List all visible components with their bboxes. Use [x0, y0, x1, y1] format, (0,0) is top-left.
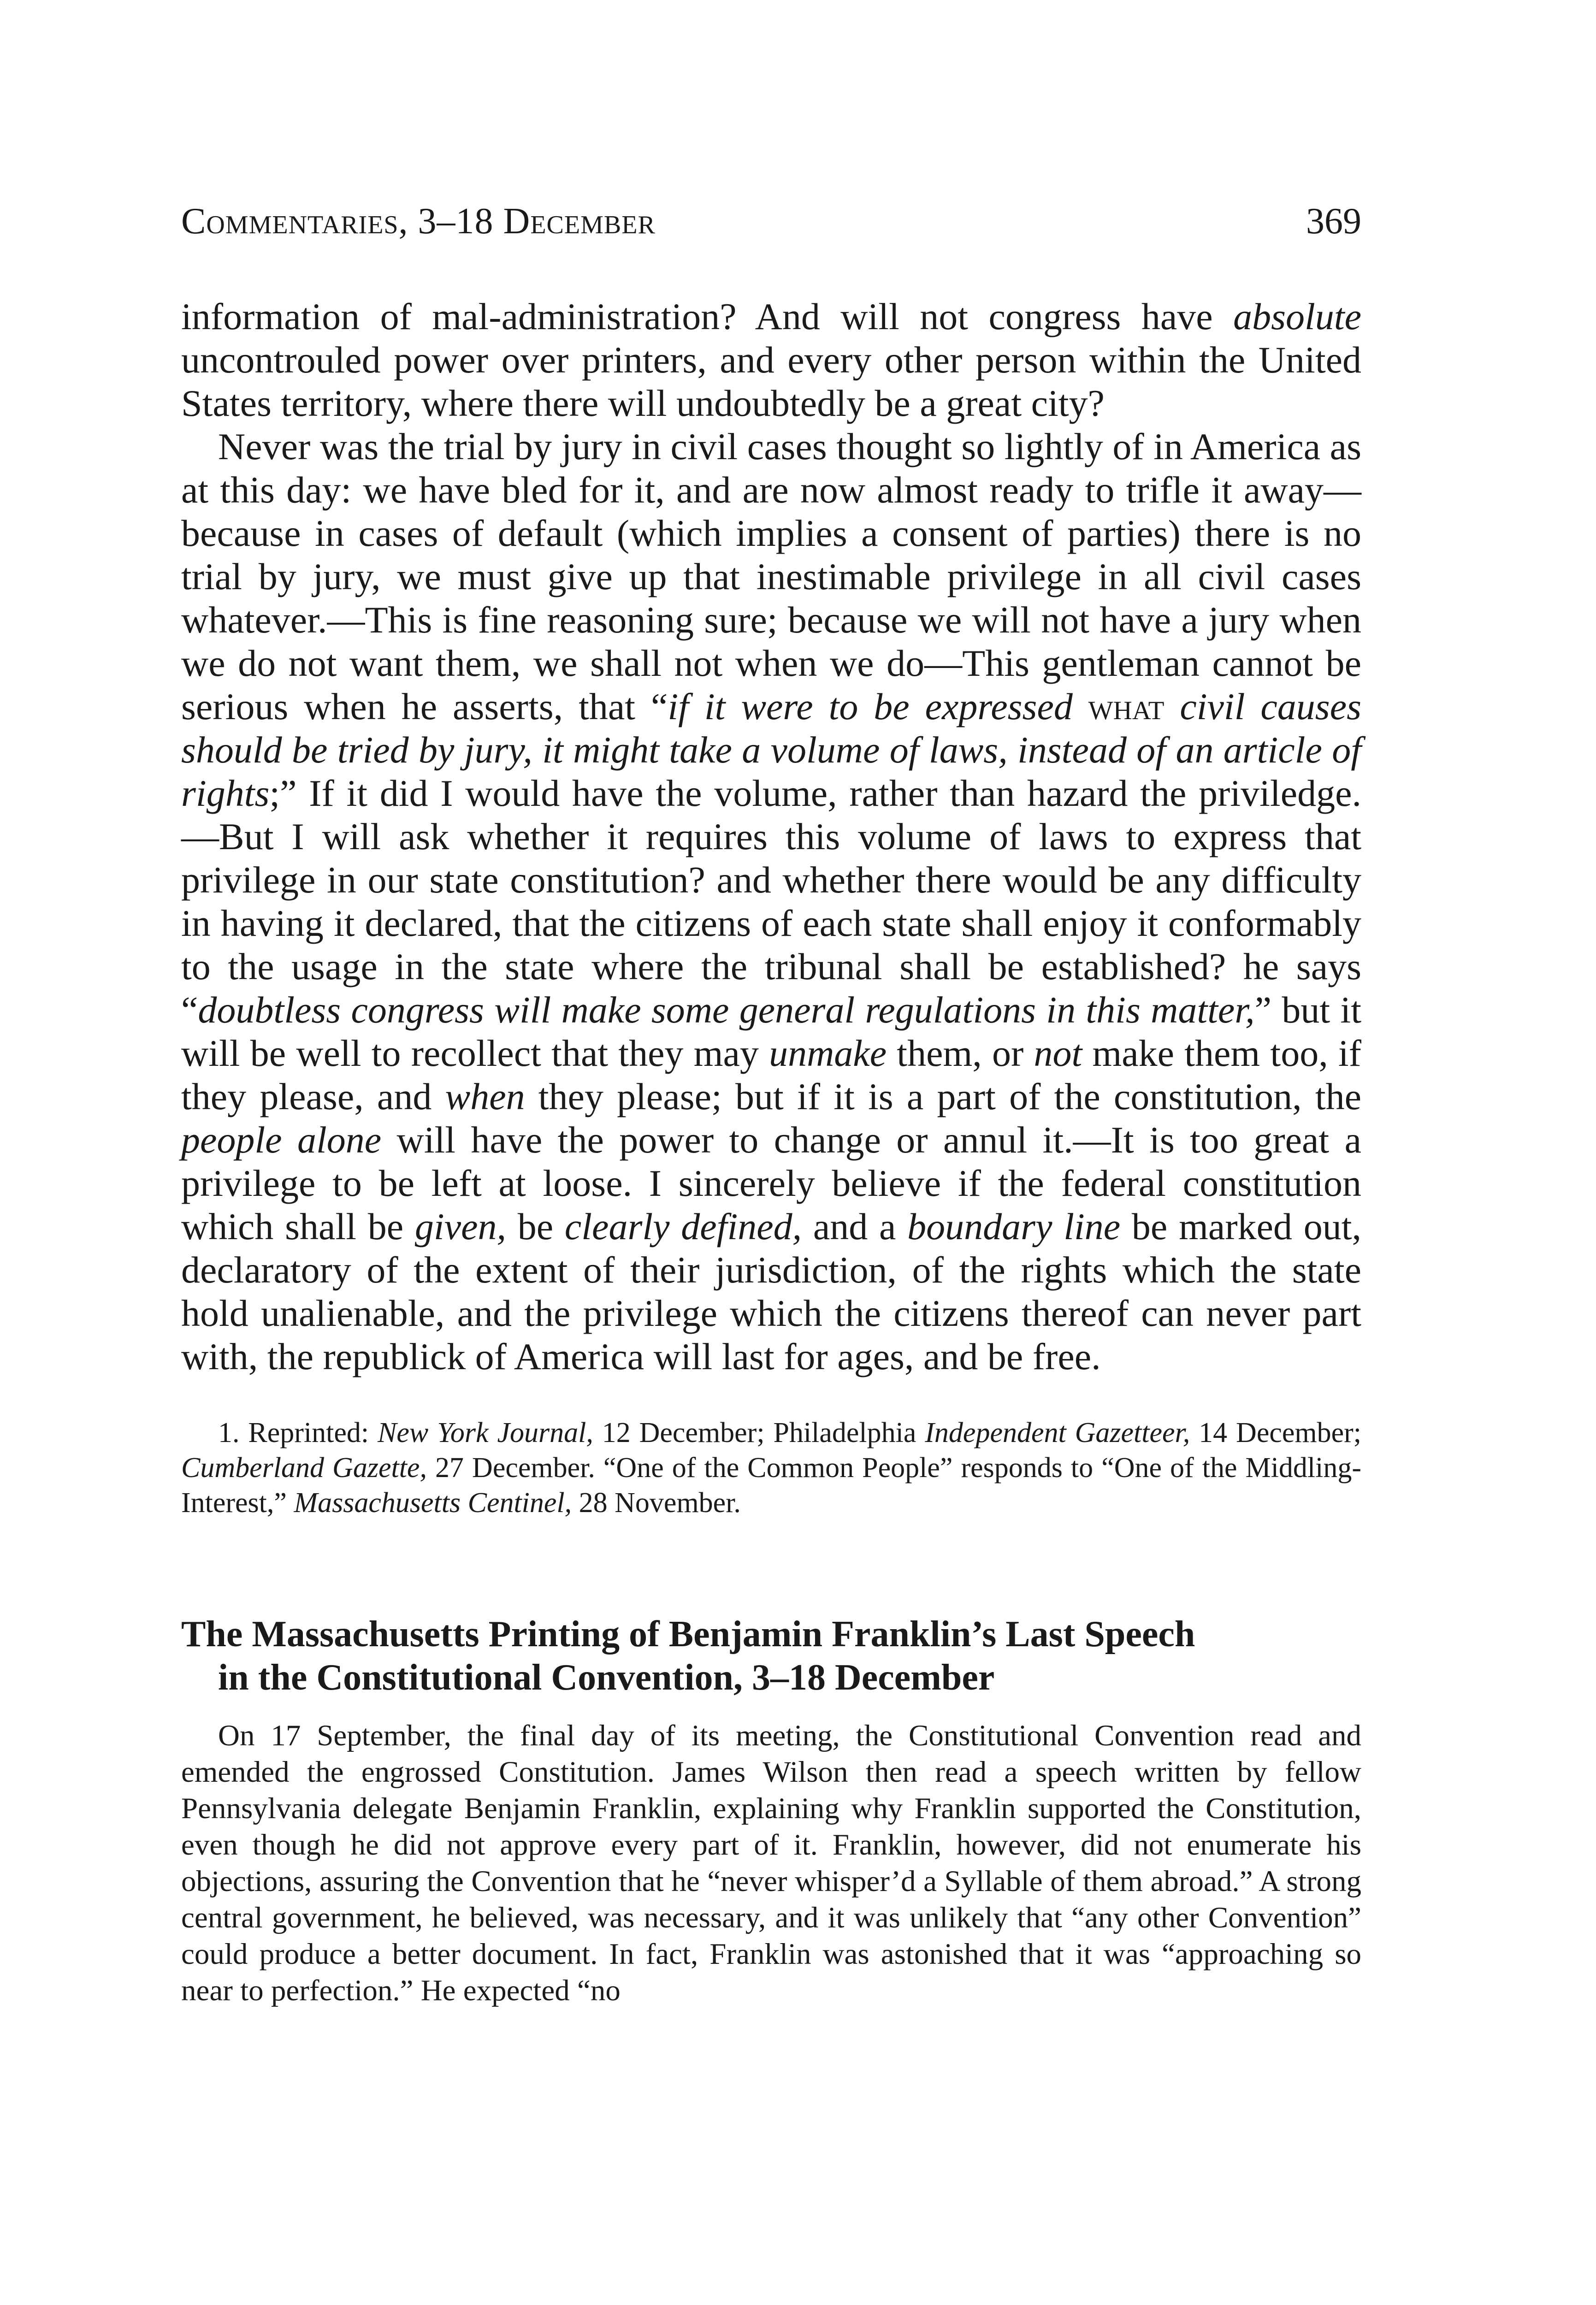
text-run: 1. Reprinted: — [218, 1417, 378, 1448]
text-run: ” but it will be well to recollect that they may — [181, 989, 1361, 1074]
text-run-italic: not — [1034, 1032, 1082, 1074]
text-run-italic: people alone — [181, 1119, 382, 1161]
section-heading — [181, 1613, 1361, 1699]
text-run: them, or — [887, 1032, 1034, 1074]
text-run-italic: given, — [414, 1206, 506, 1247]
running-head — [181, 203, 1361, 254]
footnote — [181, 1415, 1361, 1520]
text-run: uncontrouled power over printers, and every other person within the United States territory, where there will undoubtedly be a great city? — [181, 339, 1361, 424]
intro-paragraph: On 17 September, the final day of its meeting, the Constitutional Convention read and emended the engrossed Constitution. James Wilson then read a speech written by fellow Pennsylvania delegate Benjamin Franklin, explaining why Franklin supported the Constitution, even though he did not approve every part of it. Franklin, however, did not enumerate his objections, assuring the Convention that he “never whisper’d a Syllable of them abroad.” A strong central government, he believed, was necessary, and it was unlikely that “any other Convention” could produce a better document. In fact, Franklin was astonished that it was “approaching so near to perfection.” He expected “no — [181, 1719, 1361, 2007]
text-run-italic: doubtless congress will make some general regulations in this matter, — [198, 989, 1255, 1031]
text-run-italic: absolute — [1233, 296, 1361, 337]
text-run: ;” If it did I would have the volume, rather than hazard the priviledge.—But I will ask whether it requires this volume of laws to express that privilege in our state constitution? and whether there would be any difficulty in having it declared, that the citizens of each state shall enjoy it conformably to the usage in the state where the tribunal shall be established? he says “ — [181, 772, 1361, 1031]
text-run: and a — [802, 1206, 908, 1247]
text-run-italic: clearly defined, — [564, 1206, 802, 1247]
running-title: Commentaries, 3–18 December — [181, 201, 656, 242]
text-run-italic: civil causes should be tried by jury, it might take a volume of laws, instead of an article of rights — [181, 686, 1362, 814]
text-run: 12 December; Philadelphia — [593, 1417, 925, 1448]
text-run: be — [506, 1206, 565, 1247]
text-run-italic: Massachusetts Centinel, — [294, 1487, 572, 1519]
text-run-italic: Cumberland Gazette, — [181, 1452, 427, 1483]
page-number: 369 — [1306, 201, 1361, 242]
footnote-text — [181, 1415, 1361, 1520]
section-heading-line-1: The Massachusetts Printing of Benjamin Franklin’s Last Speech — [181, 1614, 1195, 1655]
text-run-italic: if it were to be expressed — [668, 686, 1073, 727]
section-heading-line-2: in the Constitutional Convention, 3–18 December — [218, 1657, 995, 1698]
text-run-italic: New York Journal, — [378, 1417, 593, 1448]
body-text — [181, 295, 1361, 1378]
text-run: information of mal-administration? And will not congress have — [181, 296, 1234, 337]
text-run-italic: boundary line — [907, 1206, 1121, 1247]
text-run: will have the power to change or annul it.—It is too great a privilege to be left at loose. I sincerely believe if the federal constitution which shall be — [181, 1119, 1361, 1247]
text-run: Never was the trial by jury in civil cases thought so lightly of in America as at this day: we have bled for it, and are now almost ready to trifle it away—because in cases of default (which implies a consent of parties) there is no trial by jury, we must give up that inestimable privilege in all civil cases whatever.—This is fine reasoning sure; because we will not have a jury when we do not want them, we shall not when we do—This gentleman cannot be serious when he asserts, that “ — [181, 426, 1361, 727]
text-run-small-caps: what — [1088, 686, 1164, 727]
text-run-italic: Independent Gazetteer, — [925, 1417, 1190, 1448]
text-run: 14 December; — [1190, 1417, 1361, 1448]
text-run: 28 November. — [572, 1487, 741, 1519]
text-run-italic: unmake — [769, 1032, 887, 1074]
text-run: they please; but if it is a part of the constitution, the — [525, 1076, 1361, 1117]
text-run: make them too, if they please, and — [181, 1032, 1361, 1117]
section-intro — [181, 1718, 1361, 2009]
text-run: 27 December. “One of the Common People” responds to “One of the Middling-Interest,” — [181, 1452, 1362, 1519]
paragraph — [181, 425, 1361, 1378]
text-run: be marked out, declaratory of the extent of their jurisdiction, of the rights which the state hold unalienable, and the privilege which the citizens thereof can never part with, the republick of America will last for ages, and be free. — [181, 1206, 1361, 1377]
paragraph — [181, 295, 1361, 425]
page — [181, 203, 1361, 2009]
text-run-italic: when — [445, 1076, 525, 1117]
